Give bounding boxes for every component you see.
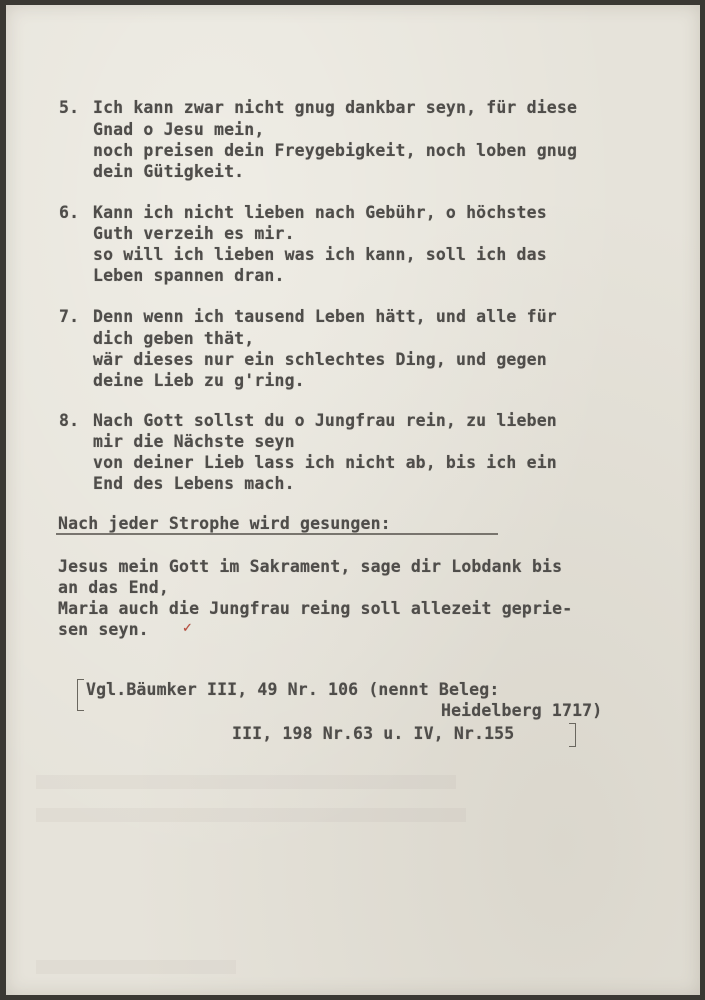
stanza-line: deine Lieb zu g'ring. — [93, 371, 305, 390]
stanza-line: mir die Nächste seyn — [93, 432, 295, 451]
stanza-line: noch preisen dein Freygebigkeit, noch loben gnug — [93, 141, 578, 160]
reference-close-bracket — [569, 723, 576, 747]
stanza-line: so will ich lieben was ich kann, soll ich das — [93, 245, 547, 264]
stanza-line: wär dieses nur ein schlechtes Ding, und gegen — [93, 350, 547, 369]
stanza-line: Nach Gott sollst du o Jungfrau rein, zu lieben — [93, 411, 557, 430]
stanza-line: dein Gütigkeit. — [93, 162, 245, 181]
check-mark-icon: ✓ — [182, 621, 194, 636]
stanza-number: 5. — [59, 98, 80, 117]
show-through-mark — [36, 960, 236, 974]
stanza-number: 6. — [59, 203, 80, 222]
show-through-mark — [36, 808, 466, 822]
stanza-line: Guth verzeih es mir. — [93, 224, 295, 243]
show-through-mark — [36, 775, 456, 789]
reference-open-bracket — [77, 679, 84, 711]
reference-line: Heidelberg 1717) — [441, 701, 603, 720]
stanza-number: 8. — [59, 411, 80, 430]
reference-line: Vgl.Bäumker III, 49 Nr. 106 (nennt Beleg: — [86, 680, 500, 699]
stanza-number: 7. — [59, 307, 80, 326]
stanza-line: Leben spannen dran. — [93, 266, 285, 285]
refrain-heading-underline — [56, 533, 498, 535]
stanza-line: Kann ich nicht lieben nach Gebühr, o höchstes — [93, 203, 547, 222]
paper-sheet — [6, 5, 700, 995]
stanza-line: Ich kann zwar nicht gnug dankbar seyn, für diese — [93, 98, 578, 117]
refrain-heading: Nach jeder Strophe wird gesungen: — [58, 514, 391, 533]
stanza-line: dich geben thät, — [93, 329, 255, 348]
stanza-line: End des Lebens mach. — [93, 474, 295, 493]
stanza-line: Gnad o Jesu mein, — [93, 120, 265, 139]
stanza-line: Denn wenn ich tausend Leben hätt, und alle für — [93, 307, 557, 326]
reference-line: III, 198 Nr.63 u. IV, Nr.155 — [232, 724, 515, 743]
refrain-line: Maria auch die Jungfrau reing soll allezeit geprie- — [58, 599, 573, 618]
stanza-line: von deiner Lieb lass ich nicht ab, bis ich ein — [93, 453, 557, 472]
refrain-line: sen seyn. — [58, 620, 149, 639]
refrain-line: an das End, — [58, 578, 169, 597]
refrain-line: Jesus mein Gott im Sakrament, sage dir Lobdank bis — [58, 557, 563, 576]
